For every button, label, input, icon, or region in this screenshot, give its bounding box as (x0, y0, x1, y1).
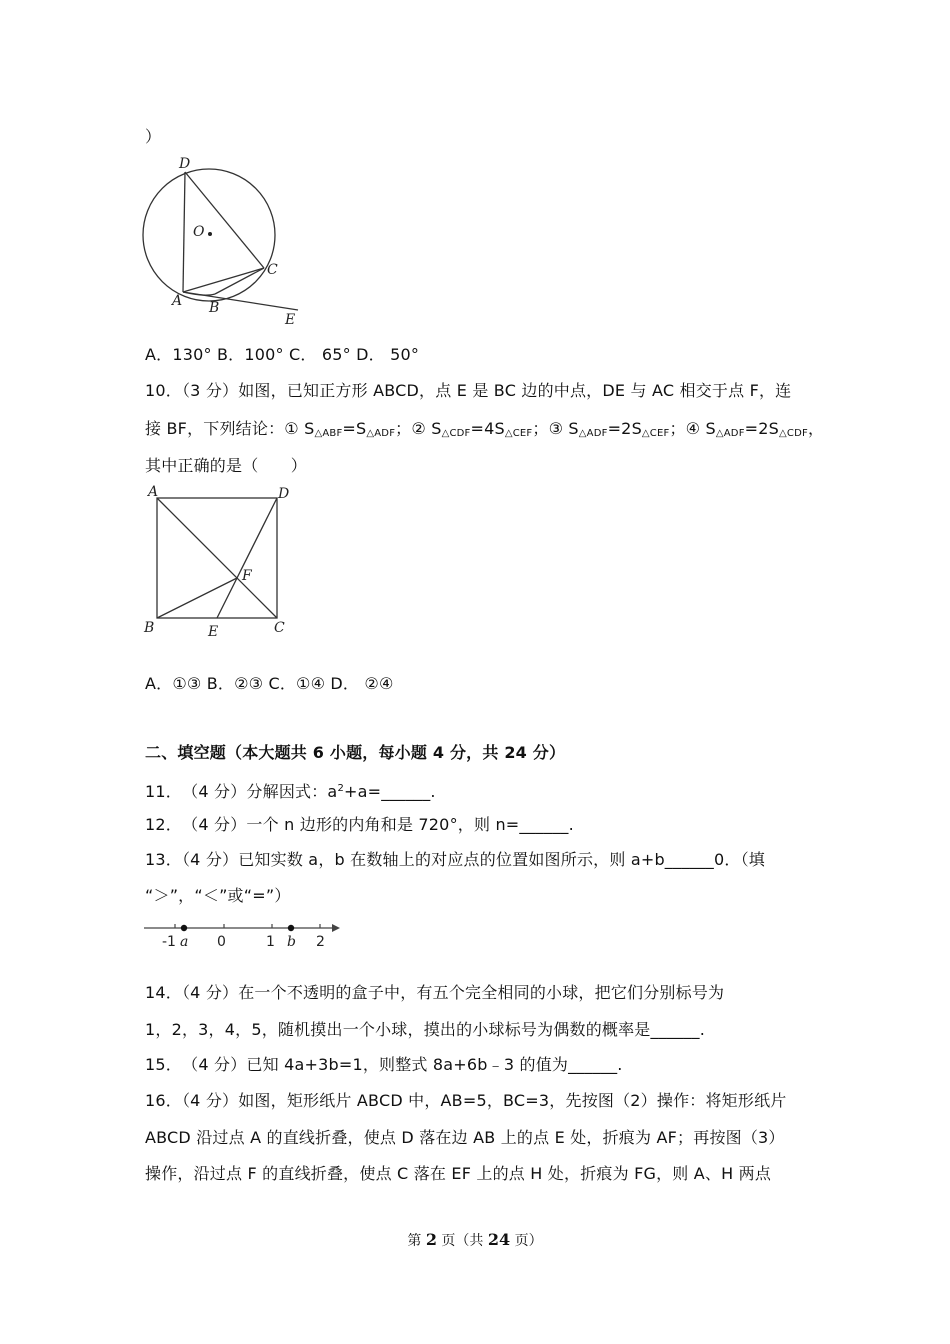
tick-0: 0 (217, 934, 226, 950)
q10-line2: 接 BF，下列结论：① $S_{\triangle ABF}=S_{\triangle ADF}$；② $S_{\triangle CDF}=4S_{\triangle CEF}$；③ $S_{\triangle ADF}=2S_{\triangle CEF}$；④ $S_{\triangle ADF}=2S_{\triangle CDF}$， (145, 419, 825, 439)
q13-line2: “＞”，“＜”或“=”） (145, 886, 291, 905)
label-c: C (267, 262, 278, 278)
label-o: O (193, 224, 205, 240)
q13-line1: 13．（4 分）已知实数 a，b 在数轴上的对应点的位置如图所示，则 a+b______0．（填 (145, 850, 765, 869)
q10-line3: 其中正确的是（ ） (145, 456, 308, 475)
q11: 11． （4 分）分解因式：$a^2+a=\_\_\_\_\_\_$. (145, 782, 436, 801)
q14-line1: 14．（4 分）在一个不透明的盒子中，有五个完全相同的小球，把它们分别标号为 (145, 983, 725, 1002)
section2-title: 二、填空题（本大题共 6 小题，每小题 4 分，共 24 分） (145, 743, 566, 762)
point-b (288, 925, 294, 931)
q14-line2: 1，2，3，4，5，随机摸出一个小球，摸出的小球标号为偶数的概率是______. (145, 1020, 705, 1039)
page-total: 24 (487, 1230, 511, 1249)
label-b: B (144, 620, 155, 636)
page-footer: 第 2 页（共 24 页） (407, 1230, 543, 1249)
label-d: D (278, 486, 290, 502)
q9-circle-figure (135, 152, 305, 332)
label-a: a (180, 934, 189, 950)
q15: 15． （4 分）已知 4a+3b=1，则整式 8a+6b﹣3 的值为______. (145, 1055, 623, 1074)
q10-line1: 10．（3 分）如图，已知正方形 ABCD，点 E 是 BC 边的中点，DE 与 AC 相交于点 F，连 (145, 381, 792, 400)
tick-minus1: -1 (162, 934, 176, 950)
label-a: A (172, 293, 183, 309)
q16-line1: 16．（4 分）如图，矩形纸片 ABCD 中，AB=5，BC=3，先按图（2）操作：将矩形纸片 (145, 1091, 787, 1110)
q9-tail: ） (145, 127, 162, 146)
label-d: D (179, 156, 191, 172)
q10-square-figure (140, 482, 300, 642)
q16-line3: 操作，沿过点 F 的直线折叠，使点 C 落在 EF 上的点 H 处，折痕为 FG，则 A、H 两点 (145, 1164, 772, 1183)
point-a (181, 925, 187, 931)
q10-options: A．①③ B．②③ C．①④ D． ②④ (145, 674, 394, 693)
label-e: E (208, 624, 219, 640)
label-a: A (148, 484, 159, 500)
q16-line2: ABCD 沿过点 A 的直线折叠，使点 D 落在边 AB 上的点 E 处，折痕为 AF；再按图（3） (145, 1128, 785, 1147)
q13-number-line (140, 916, 350, 952)
tick-2: 2 (316, 934, 325, 950)
label-c: C (274, 620, 285, 636)
label-e: E (285, 312, 296, 328)
q9-options: A．130° B．100° C． 65° D． 50° (145, 345, 420, 364)
q12: 12． （4 分）一个 n 边形的内角和是 720°，则 n=______. (145, 815, 574, 834)
label-b: b (287, 934, 296, 950)
label-b: B (209, 300, 220, 316)
tick-1: 1 (266, 934, 275, 950)
label-f: F (242, 568, 252, 584)
page-number: 2 (425, 1230, 437, 1249)
